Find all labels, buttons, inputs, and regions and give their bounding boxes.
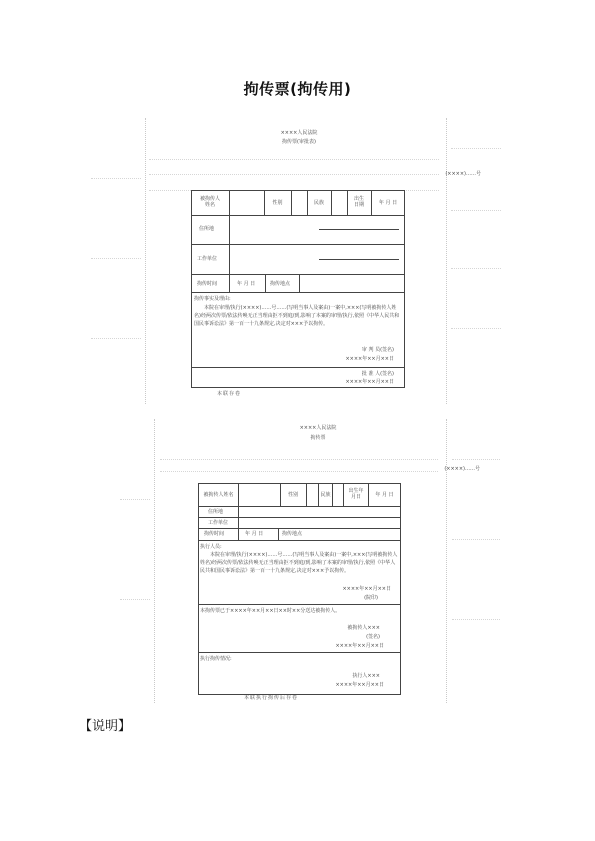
court-name: ××××人民法院	[299, 425, 337, 431]
summons-body: 本院在审理/执行(××××)……号……(写明当事人及案由)一案中,×××(写明被拘传人姓名)经两次传票/依法传唤无正当理由拒不到庭/到,影响了本案的审理/执行,依照《中华人民共和国民事诉讼法》第一百一十九条规定,决定对×××予以拘传。	[200, 552, 398, 574]
reason-title: 拘传事实及理由:	[194, 296, 231, 302]
address-label: 住所地	[208, 509, 224, 515]
recipient-sign: 被拘传人×××	[347, 625, 380, 631]
birth-date-label: 出生年 月日	[348, 488, 364, 500]
address-label: 住所地	[199, 226, 215, 232]
form-name: 拘传票	[310, 435, 326, 441]
judge-sign: 审 判 员(签名)	[361, 347, 394, 353]
caption: 本联执行拘传后存卷	[244, 695, 299, 701]
caption: 本联存卷	[217, 391, 242, 397]
executor-sign: 执行人×××	[352, 673, 380, 679]
delivery-notice: 本拘传票已于××××年××月××日××时××分送达被拘传人。	[200, 608, 341, 614]
court-seal: (院印)	[364, 595, 378, 601]
gender-label: 性别	[287, 492, 298, 498]
gender-label: 性别	[272, 200, 283, 206]
start-date-value: 年 月 日	[237, 281, 256, 287]
recipient-note: (签名)	[366, 634, 380, 640]
employer-label: 工作单位	[197, 256, 218, 262]
court-name: ××××人民法院	[280, 130, 318, 136]
date-approver: ××××年××月××日	[345, 379, 394, 385]
approver-sign: 批 准 人(签名)	[361, 371, 394, 377]
date-issue: ××××年××月××日	[342, 586, 391, 592]
ethnicity-label: 民族	[313, 200, 324, 206]
person-label: 被拘传人姓名	[203, 492, 234, 498]
case-number: (××××)……号	[445, 171, 481, 177]
person-label: 被拘传人 姓名	[199, 196, 220, 208]
birth-date-label: 出生 日期	[353, 196, 364, 208]
date-exec: ××××年××月××日	[335, 682, 384, 688]
start-time-label: 拘传时间	[204, 531, 225, 537]
case-number: (××××)……号	[444, 466, 480, 472]
page-title: 拘传票(拘传用)	[243, 80, 352, 98]
reason-body: 本院在审理/执行(××××)……号……(写明当事人及案由)一案中,×××(写明被拘传人姓名)经两次传票/依法传唤无正当理由拒不到庭/到,影响了本案的审理/执行,依照《中华人民共和国民事诉讼法》第一百一十九条规定,决定对×××予以拘传。	[194, 305, 400, 327]
notes-heading: 【说明】	[79, 719, 132, 734]
ethnicity-label: 民族	[320, 492, 331, 498]
date-delivery: ××××年××月××日	[335, 643, 384, 649]
form-summons-image	[118, 419, 504, 703]
start-time-label: 拘传时间	[197, 281, 218, 287]
date-judge: ××××年××月××日	[345, 356, 394, 362]
exec-title: 执行人员:	[200, 544, 222, 550]
exec-status: 执行拘传情况:	[200, 656, 232, 662]
start-date-value: 年 月 日	[245, 531, 264, 537]
birth-date-value: 年 月 日	[378, 200, 398, 206]
form-name: 拘传票(审批表)	[282, 139, 316, 145]
birth-date-value: 年 月 日	[375, 492, 394, 498]
form-approval-image	[89, 118, 504, 404]
location-label: 拘传地点	[270, 281, 291, 287]
employer-label: 工作单位	[208, 520, 229, 526]
location-label: 拘传地点	[282, 531, 303, 537]
